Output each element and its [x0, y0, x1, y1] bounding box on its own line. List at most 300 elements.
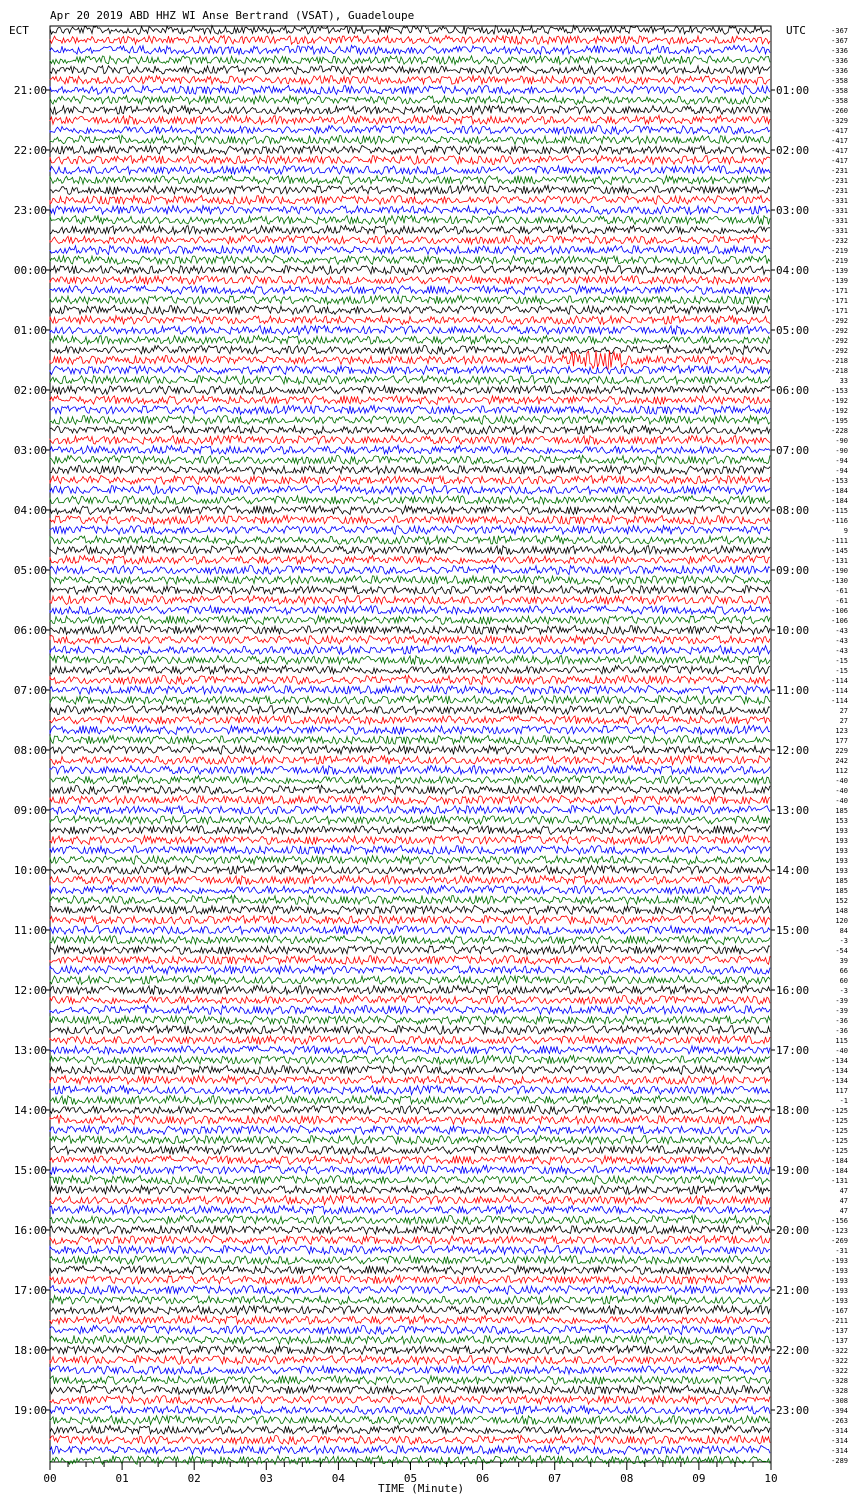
utc-hour-label: 03:00 — [776, 204, 810, 217]
trace-offset-label: 242 — [835, 757, 848, 765]
seismic-trace — [50, 206, 770, 215]
seismic-trace — [50, 1325, 770, 1334]
seismic-trace — [50, 146, 770, 155]
seismic-trace — [50, 536, 770, 545]
seismic-trace — [50, 606, 770, 615]
trace-offset-label: -336 — [831, 57, 848, 65]
seismic-trace — [50, 135, 770, 144]
ect-hour-label: 16:00 — [13, 1224, 47, 1237]
trace-offset-label: -36 — [835, 1017, 848, 1025]
seismic-trace — [50, 665, 770, 674]
trace-offset-label: -131 — [831, 1177, 848, 1185]
trace-offset-label: 39 — [839, 957, 848, 965]
utc-hour-label: 16:00 — [776, 984, 810, 997]
seismic-trace — [50, 1425, 770, 1434]
utc-hour-label: 20:00 — [776, 1224, 810, 1237]
ect-hour-label: 18:00 — [13, 1344, 47, 1357]
trace-offset-label: -231 — [831, 167, 848, 175]
utc-hour-label: 15:00 — [776, 924, 810, 937]
ect-hour-label: 00:00 — [13, 264, 47, 277]
seismic-trace — [50, 326, 770, 335]
seismic-trace — [50, 225, 770, 234]
trace-offset-label: -134 — [831, 1067, 848, 1075]
seismic-trace — [50, 976, 770, 985]
seismic-trace — [50, 816, 770, 825]
trace-offset-label: -123 — [831, 1227, 848, 1235]
seismic-trace — [50, 196, 770, 205]
seismic-trace — [50, 546, 770, 555]
seismic-trace — [50, 295, 770, 304]
utc-hour-label: 11:00 — [776, 684, 810, 697]
utc-hour-label: 02:00 — [776, 144, 810, 157]
utc-hour-label: 08:00 — [776, 504, 810, 517]
trace-offset-label: -367 — [831, 27, 848, 35]
seismic-trace — [50, 86, 770, 95]
seismic-trace — [50, 1366, 770, 1375]
seismic-trace — [50, 316, 770, 325]
seismic-trace — [50, 216, 770, 225]
trace-offset-label: -139 — [831, 267, 848, 275]
seismic-trace — [50, 45, 770, 54]
utc-hour-label: 18:00 — [776, 1104, 810, 1117]
trace-offset-label: -219 — [831, 247, 848, 255]
seismic-trace — [50, 345, 770, 354]
seismic-trace — [50, 1385, 770, 1394]
ect-hour-label: 06:00 — [13, 624, 47, 637]
trace-offset-label: 84 — [839, 927, 848, 935]
seismic-trace — [50, 1066, 770, 1075]
seismic-trace — [50, 1055, 770, 1064]
trace-offset-label: -211 — [831, 1317, 848, 1325]
seismic-trace — [50, 716, 770, 725]
utc-hour-label: 21:00 — [776, 1284, 810, 1297]
trace-offset-label: -40 — [835, 797, 848, 805]
trace-offset-label: -134 — [831, 1077, 848, 1085]
seismic-trace — [50, 1346, 770, 1355]
trace-offset-label: -228 — [831, 427, 848, 435]
trace-offset-label: -193 — [831, 1267, 848, 1275]
seismic-trace — [50, 906, 770, 915]
seismic-trace — [50, 96, 770, 105]
seismic-trace — [50, 245, 770, 254]
seismic-trace — [50, 846, 770, 855]
seismic-trace — [50, 675, 770, 684]
seismic-trace — [50, 1076, 770, 1085]
seismic-trace — [50, 706, 770, 715]
seismic-trace — [50, 496, 770, 505]
utc-hour-label: 06:00 — [776, 384, 810, 397]
trace-offset-label: -156 — [831, 1217, 848, 1225]
x-tick-label: 02 — [187, 1472, 201, 1485]
trace-offset-label: -153 — [831, 477, 848, 485]
seismic-trace — [50, 806, 770, 815]
seismic-trace — [50, 1435, 770, 1444]
seismic-trace — [50, 866, 770, 875]
trace-offset-label: -116 — [831, 517, 848, 525]
trace-offset-label: 115 — [835, 1037, 848, 1045]
trace-offset-label: -219 — [831, 257, 848, 265]
seismic-trace — [50, 1165, 770, 1174]
seismic-trace — [50, 76, 770, 85]
seismic-trace — [50, 1246, 770, 1255]
seismic-trace — [50, 125, 770, 134]
seismic-trace — [50, 1196, 770, 1205]
ect-hour-label: 21:00 — [13, 84, 47, 97]
seismic-trace — [50, 526, 770, 535]
trace-offset-label: 33 — [839, 377, 848, 385]
seismic-trace — [50, 876, 770, 885]
seismic-trace — [50, 995, 770, 1004]
trace-offset-label: -314 — [831, 1427, 848, 1435]
seismic-trace — [50, 686, 770, 695]
trace-offset-label: -145 — [831, 547, 848, 555]
trace-offset-label: 27 — [839, 717, 848, 725]
seismic-trace — [50, 106, 770, 115]
seismic-trace — [50, 936, 770, 945]
seismic-trace — [50, 1406, 770, 1415]
trace-offset-label: -3 — [839, 937, 848, 945]
seismic-trace — [50, 35, 770, 44]
seismic-trace — [50, 885, 770, 894]
x-tick-label: 08 — [620, 1472, 634, 1485]
ect-hour-label: 07:00 — [13, 684, 47, 697]
trace-offset-label: -114 — [831, 697, 848, 705]
trace-offset-label: -193 — [831, 1297, 848, 1305]
ect-hour-label: 01:00 — [13, 324, 47, 337]
seismic-trace — [50, 266, 770, 275]
trace-offset-label: -167 — [831, 1307, 848, 1315]
seismic-trace — [50, 826, 770, 835]
seismic-trace — [50, 656, 770, 665]
trace-offset-label: -417 — [831, 157, 848, 165]
trace-offset-label: -137 — [831, 1337, 848, 1345]
seismic-trace — [50, 1296, 770, 1305]
seismic-trace — [50, 396, 770, 405]
seismic-trace — [50, 1376, 770, 1385]
trace-offset-label: -269 — [831, 1237, 848, 1245]
seismic-trace — [50, 455, 770, 464]
seismic-trace — [50, 506, 770, 515]
seismic-trace — [50, 1225, 770, 1234]
seismic-trace — [50, 405, 770, 414]
trace-offset-label: 47 — [839, 1197, 848, 1205]
seismic-trace — [50, 115, 770, 124]
seismic-trace — [50, 1236, 770, 1245]
trace-offset-label: -114 — [831, 687, 848, 695]
trace-offset-label: -111 — [831, 537, 848, 545]
trace-offset-label: 152 — [835, 897, 848, 905]
utc-hour-label: 01:00 — [776, 84, 810, 97]
seismic-trace — [50, 966, 770, 975]
x-tick-label: 04 — [331, 1472, 346, 1485]
seismic-trace — [50, 1215, 770, 1224]
seismic-trace — [50, 1266, 770, 1275]
trace-offset-labels — [831, 27, 848, 1465]
seismic-trace — [50, 1176, 770, 1185]
x-tick-label: 06 — [475, 1472, 490, 1485]
ect-hour-label: 04:00 — [13, 504, 47, 517]
trace-offset-label: -125 — [831, 1147, 848, 1155]
seismic-trace — [50, 1286, 770, 1295]
utc-hour-label: 17:00 — [776, 1044, 810, 1057]
ect-hour-label: 23:00 — [13, 204, 47, 217]
seismic-trace — [50, 376, 770, 385]
seismic-trace — [50, 1186, 770, 1195]
seismic-trace — [50, 416, 770, 425]
trace-offset-label: -43 — [835, 637, 848, 645]
seismic-trace — [50, 176, 770, 185]
trace-offset-label: -171 — [831, 307, 848, 315]
utc-hour-label: 22:00 — [776, 1344, 810, 1357]
ect-hour-label: 05:00 — [13, 564, 47, 577]
trace-offset-label: -90 — [835, 437, 848, 445]
seismic-trace — [50, 1046, 770, 1055]
seismic-trace — [50, 785, 770, 794]
x-tick-label: 05 — [403, 1472, 418, 1485]
trace-offset-label: -15 — [835, 657, 848, 665]
trace-offset-label: -260 — [831, 107, 848, 115]
trace-offset-label: -90 — [835, 447, 848, 455]
seismic-trace — [50, 386, 770, 395]
utc-hour-label: 09:00 — [776, 564, 810, 577]
seismic-trace — [50, 625, 770, 634]
trace-offset-label: -115 — [831, 507, 848, 515]
trace-offset-label: -3 — [839, 987, 848, 995]
x-tick-label: 07 — [548, 1472, 562, 1485]
seismic-trace — [50, 596, 770, 605]
x-tick-label: 09 — [692, 1472, 706, 1485]
trace-offset-label: 47 — [839, 1207, 848, 1215]
trace-offset-label: -192 — [831, 407, 848, 415]
trace-offset-label: 148 — [835, 907, 848, 915]
x-tick-label: 00 — [43, 1472, 57, 1485]
trace-offset-label: 27 — [839, 707, 848, 715]
seismic-trace — [50, 426, 770, 435]
trace-offset-label: 193 — [835, 857, 848, 865]
ect-hour-label: 03:00 — [13, 444, 47, 457]
seismic-trace — [50, 985, 770, 994]
x-tick-label: 01 — [115, 1472, 129, 1485]
trace-offset-label: -394 — [831, 1407, 848, 1415]
seismic-trace — [50, 1315, 770, 1324]
trace-offset-label: -322 — [831, 1367, 848, 1375]
trace-offset-label: -328 — [831, 1387, 848, 1395]
seismic-trace — [50, 926, 770, 935]
trace-offset-label: -292 — [831, 347, 848, 355]
chart-title: Apr 20 2019 ABD HHZ WI Anse Bertrand (VSAT), Guadeloupe — [50, 9, 415, 22]
trace-offset-label: -40 — [835, 787, 848, 795]
ect-hour-label: 02:00 — [13, 384, 47, 397]
trace-offset-label: 117 — [835, 1087, 848, 1095]
seismic-trace — [50, 1036, 770, 1045]
seismic-trace — [50, 515, 770, 524]
trace-offset-label: 153 — [835, 817, 848, 825]
seismic-trace — [50, 1356, 770, 1365]
seismic-trace — [50, 746, 770, 755]
trace-offset-label: -336 — [831, 47, 848, 55]
utc-hour-label: 04:00 — [776, 264, 810, 277]
seismic-trace — [50, 466, 770, 475]
trace-offset-label: 193 — [835, 827, 848, 835]
seismic-trace — [50, 286, 770, 295]
trace-offset-label: -292 — [831, 327, 848, 335]
ect-hour-label: 17:00 — [13, 1284, 47, 1297]
trace-offset-label: -336 — [831, 67, 848, 75]
ect-axis-label: ECT — [9, 24, 29, 37]
seismic-trace — [50, 156, 770, 165]
trace-offset-label: -171 — [831, 297, 848, 305]
utc-hour-label: 14:00 — [776, 864, 810, 877]
seismic-trace — [50, 276, 770, 285]
seismic-trace — [50, 756, 770, 765]
seismic-trace — [50, 775, 770, 784]
trace-offset-label: -358 — [831, 97, 848, 105]
seismic-trace — [50, 555, 770, 564]
utc-hour-label: 19:00 — [776, 1164, 810, 1177]
seismic-trace — [50, 1446, 770, 1455]
utc-hour-label: 10:00 — [776, 624, 810, 637]
trace-offset-label: -125 — [831, 1127, 848, 1135]
trace-offset-label: 9 — [843, 527, 848, 535]
ect-hour-label: 09:00 — [13, 804, 47, 817]
trace-offset-label: -36 — [835, 1027, 848, 1035]
utc-hour-label: 23:00 — [776, 1404, 810, 1417]
trace-offset-label: -184 — [831, 487, 848, 495]
seismic-trace — [50, 945, 770, 954]
seismic-trace — [50, 725, 770, 734]
utc-hour-label: 13:00 — [776, 804, 810, 817]
trace-offset-label: -130 — [831, 577, 848, 585]
trace-offset-label: -137 — [831, 1327, 848, 1335]
trace-offset-label: -308 — [831, 1397, 848, 1405]
trace-offset-label: -94 — [835, 467, 848, 475]
trace-offset-label: -106 — [831, 607, 848, 615]
trace-offset-label: -292 — [831, 337, 848, 345]
seismic-trace — [50, 335, 770, 344]
seismic-trace — [50, 1416, 770, 1425]
seismic-trace — [50, 1306, 770, 1315]
trace-offset-label: 60 — [839, 977, 848, 985]
trace-offset-label: -314 — [831, 1437, 848, 1445]
trace-offset-label: -114 — [831, 677, 848, 685]
trace-offset-label: -190 — [831, 567, 848, 575]
ect-hour-label: 12:00 — [13, 984, 47, 997]
seismic-trace — [50, 1086, 770, 1095]
trace-offset-label: -331 — [831, 197, 848, 205]
trace-offset-label: -39 — [835, 1007, 848, 1015]
seismic-trace — [50, 1205, 770, 1214]
seismic-trace — [50, 1396, 770, 1405]
x-axis-title: TIME (Minute) — [378, 1482, 465, 1495]
trace-offset-label: -94 — [835, 457, 848, 465]
seismic-trace — [50, 1126, 770, 1135]
trace-offset-label: 177 — [835, 737, 848, 745]
trace-offset-label: -184 — [831, 497, 848, 505]
utc-hour-labels — [771, 84, 809, 1417]
trace-offset-label: -292 — [831, 317, 848, 325]
seismic-trace — [50, 65, 770, 74]
seismic-trace — [50, 956, 770, 965]
trace-offset-label: -231 — [831, 187, 848, 195]
trace-offset-label: -367 — [831, 37, 848, 45]
seismic-trace — [50, 916, 770, 925]
x-tick-label: 03 — [259, 1472, 273, 1485]
seismic-trace — [50, 1095, 770, 1104]
seismic-trace — [50, 1105, 770, 1114]
trace-offset-label: -139 — [831, 277, 848, 285]
seismic-trace — [50, 1016, 770, 1025]
trace-offset-label: -322 — [831, 1347, 848, 1355]
seismic-trace — [50, 696, 770, 705]
trace-offset-label: 185 — [835, 877, 848, 885]
seismic-trace — [50, 366, 770, 375]
trace-offset-label: -106 — [831, 617, 848, 625]
seismic-trace — [50, 1256, 770, 1265]
seismic-trace — [50, 856, 770, 865]
ect-hour-label: 10:00 — [13, 864, 47, 877]
seismic-trace — [50, 436, 770, 445]
seismic-trace — [50, 26, 770, 35]
seismic-trace — [50, 235, 770, 244]
seismic-trace — [50, 1156, 770, 1165]
trace-offset-label: -417 — [831, 127, 848, 135]
trace-offset-label: -125 — [831, 1137, 848, 1145]
trace-offset-label: -314 — [831, 1447, 848, 1455]
trace-offset-label: -193 — [831, 1277, 848, 1285]
seismic-trace — [50, 445, 770, 454]
seismic-trace — [50, 736, 770, 745]
trace-offset-label: -322 — [831, 1357, 848, 1365]
seismic-trace — [50, 895, 770, 904]
trace-offset-label: -184 — [831, 1167, 848, 1175]
trace-offset-label: -289 — [831, 1457, 848, 1465]
trace-offset-label: -40 — [835, 777, 848, 785]
ect-hour-label: 15:00 — [13, 1164, 47, 1177]
ect-hour-label: 08:00 — [13, 744, 47, 757]
trace-offset-label: -39 — [835, 997, 848, 1005]
trace-offset-label: -40 — [835, 1047, 848, 1055]
trace-offset-label: -61 — [835, 587, 848, 595]
trace-offset-label: -417 — [831, 137, 848, 145]
trace-offset-label: -193 — [831, 1287, 848, 1295]
trace-offset-label: -31 — [835, 1247, 848, 1255]
trace-offset-label: -131 — [831, 557, 848, 565]
trace-offset-label: 193 — [835, 837, 848, 845]
trace-layer — [50, 26, 770, 1465]
seismic-trace — [50, 486, 770, 495]
seismic-trace — [50, 476, 770, 485]
trace-offset-label: 123 — [835, 727, 848, 735]
trace-offset-label: -358 — [831, 77, 848, 85]
utc-hour-label: 12:00 — [776, 744, 810, 757]
trace-offset-label: 193 — [835, 847, 848, 855]
trace-offset-label: -195 — [831, 417, 848, 425]
seismic-trace — [50, 796, 770, 805]
trace-offset-label: -43 — [835, 627, 848, 635]
trace-offset-label: -15 — [835, 667, 848, 675]
trace-offset-label: -218 — [831, 357, 848, 365]
seismic-trace — [50, 1335, 770, 1344]
trace-offset-label: -192 — [831, 397, 848, 405]
seismic-trace — [50, 185, 770, 194]
seismic-trace — [50, 1026, 770, 1035]
trace-offset-label: -125 — [831, 1117, 848, 1125]
x-tick-label: 10 — [764, 1472, 778, 1485]
trace-offset-label: 185 — [835, 887, 848, 895]
trace-offset-label: -153 — [831, 387, 848, 395]
seismic-trace — [50, 636, 770, 645]
seismic-trace — [50, 56, 770, 65]
